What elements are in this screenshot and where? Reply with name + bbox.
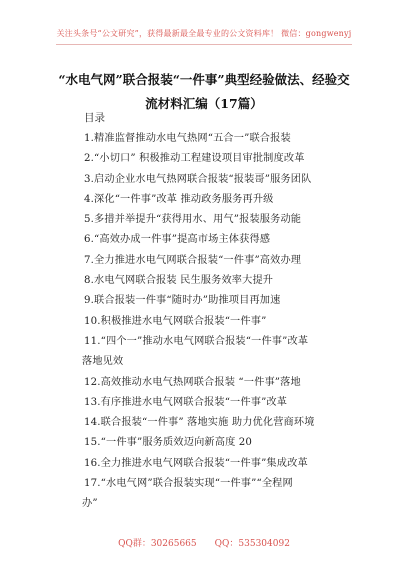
toc-item[interactable] [84,433,376,453]
toc-item-text: 12.高效推动水电气热网联合报装 “一件事”落地 [84,376,301,388]
qq-number: QQ：535304092 [214,539,290,549]
toc-item[interactable] [84,291,376,311]
toc-item[interactable] [84,413,376,433]
toc-item[interactable] [84,474,376,515]
toc-item[interactable] [84,230,376,250]
toc-item-text: 10.积极推进水电气网联合报装“一件事” [84,315,267,327]
toc-item[interactable] [84,393,376,413]
toc-item-text: 14.联合报装“一件事” 落地实施 助力优化营商环境 [84,417,315,429]
qq-group-number: QQ群：30265665 [118,539,197,549]
toc-item[interactable] [84,210,376,230]
table-of-contents [84,129,376,515]
toc-item[interactable] [84,373,376,393]
toc-item-text: 15.“一件事”服务质效迈向新高度 20 [84,437,253,449]
document-title-line-1: “水电气网”联合报装“一件事”典型经验做法、经验交 [58,72,350,87]
toc-item[interactable] [84,170,376,190]
toc-item-text: 16.全力推进水电气网联合报装“一件事”集成改革 [84,457,308,469]
document-title [40,68,368,116]
header-banner: 关注头条号“公文研究”，获得最新最全最专业的公文资料库！ 微信：gongwenyj [56,29,352,38]
toc-heading: 目录 [84,112,105,124]
footer-contact [0,536,408,549]
header-divider [56,44,352,45]
toc-item-continuation: 办” [82,498,98,510]
toc-item-text: 4.深化“一件事”改革 推动政务服务再升级 [84,193,274,205]
toc-item[interactable] [84,332,376,373]
toc-item-text: 17.“水电气网”联合报装实现“一件事”“全程网 [84,478,293,490]
toc-item-text: 6.“高效办成一件事”提高市场主体获得感 [84,234,271,246]
toc-item[interactable] [84,251,376,271]
toc-item[interactable] [84,149,376,169]
toc-item-text: 8.水电气网联合报装 民生服务效率大提升 [84,275,274,287]
toc-item[interactable] [84,454,376,474]
toc-item-text: 5.多措并举提升“获得用水、用气”报装服务动能 [84,214,302,226]
toc-item-text: 11.“四个一”推动水电气网联合报装“一件事”改革 [84,335,309,347]
toc-item-text: 2.“小切口” 积极推动工程建设项目审批制度改革 [84,153,305,165]
toc-item-text: 3.启动企业水电气热网联合报装“报装哥”服务团队 [84,173,312,185]
toc-item-text: 1.精准监督推动水电气热网“五合一”联合报装 [84,133,291,144]
toc-item-text: 13.有序推进水电气网联合报装“一件事”改革 [84,396,288,408]
toc-item[interactable] [84,271,376,291]
document-title-line-2: 流材料汇编（17篇） [145,96,263,111]
toc-item-text: 9.联合报装一件事“随时办”助推项目再加速 [84,295,281,307]
toc-item-continuation: 落地见效 [82,356,124,368]
toc-item[interactable] [84,190,376,210]
toc-item[interactable] [84,129,376,149]
toc-item-text: 7.全力推进水电气网联合报装“一件事”高效办理 [84,254,302,266]
toc-item[interactable] [84,312,376,332]
